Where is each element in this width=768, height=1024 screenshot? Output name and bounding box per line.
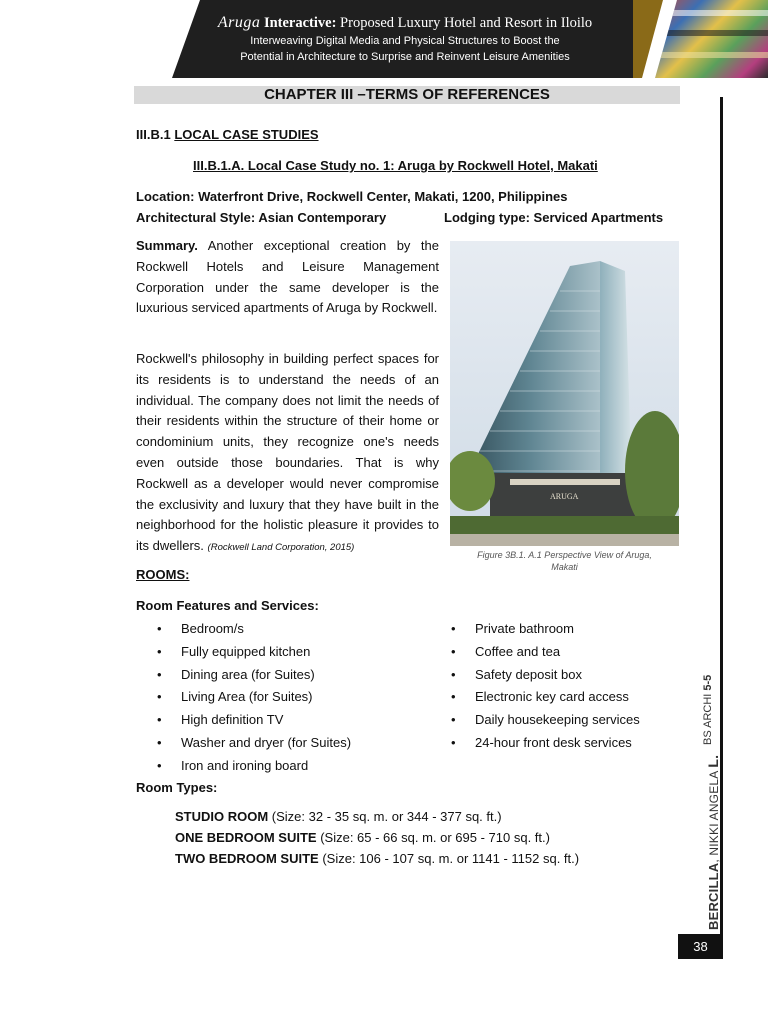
features-list-right [451, 618, 640, 755]
rooms-heading: ROOMS: [136, 567, 190, 582]
philosophy-paragraph: Rockwell's philosophy in building perfect spaces for its residents is to understand the needs of an individual. The company does not limit the needs of their residents within the structure of their home or condominium units, they recognize one's needs even outside those boundaries. That is why Rockwell as a developer would never compromise the exclusivity and luxury that they have built in the neighborhood for the holistic pleasure it provides to its dwellers. (Rockwell Land Corporation, 2015) [136, 351, 439, 554]
list-item: • Washer and dryer (for Suites) [157, 732, 351, 755]
author-name: BERCILLA, NIKKI ANGELA L. [705, 754, 721, 930]
room-types-heading: Room Types: [136, 780, 218, 795]
header-brand-suffix: Interactive: [263, 15, 337, 31]
list-item: • Coffee and tea [451, 641, 640, 664]
aruga-tower-photo [450, 241, 679, 546]
list-item: • Living Area (for Suites) [157, 686, 351, 709]
list-item: • Safety deposit box [451, 664, 640, 687]
figure-caption: Figure 3B.1. A.1 Perspective View of Aruga, Makati [477, 550, 652, 572]
citation: (Rockwell Land Corporation, 2015) [207, 542, 355, 554]
room-type-one-bedroom: ONE BEDROOM SUITE (Size: 65 - 66 sq. m. or 695 - 710 sq. ft.) [175, 830, 550, 845]
features-heading: Room Features and Services: [136, 598, 319, 613]
aruga-sign-text: ARUGA [550, 492, 579, 501]
list-item: • Daily housekeeping services [451, 709, 640, 732]
list-item: • Bedroom/s [157, 618, 351, 641]
lodging-type: Lodging type: Serviced Apartments [444, 210, 664, 225]
chapter-title: CHAPTER III –TERMS OF REFERENCES [134, 86, 680, 104]
list-item: • Iron and ironing board [157, 755, 351, 778]
list-item: • Fully equipped kitchen [157, 641, 351, 664]
course-label: BS ARCHI 5-5 [702, 674, 714, 745]
list-item: • Electronic key card access [451, 686, 640, 709]
list-item: • Dining area (for Suites) [157, 664, 351, 687]
header-mural-image [655, 0, 768, 78]
list-item: • Private bathroom [451, 618, 640, 641]
header-subtitle: Interweaving Digital Media and Physical Structures to Boost the Potential in Architecture to Surprise and Reinvent Leisure Amenities [240, 35, 570, 63]
case-study-title: III.B.1.A. Local Case Study no. 1: Aruga by Rockwell Hotel, Makati [193, 158, 598, 173]
room-type-two-bedroom: TWO BEDROOM SUITE (Size: 106 - 107 sq. m. or 1141 - 1152 sq. ft.) [175, 851, 580, 866]
architectural-style: Architectural Style: Asian Contemporary [136, 210, 387, 225]
location-line: Location: Waterfront Drive, Rockwell Center, Makati, 1200, Philippines [136, 189, 568, 204]
list-item: • High definition TV [157, 709, 351, 732]
header-title [180, 14, 630, 32]
header-brand: Aruga [217, 14, 261, 31]
room-type-studio: STUDIO ROOM (Size: 32 - 35 sq. m. or 344 - 377 sq. ft.) [175, 809, 502, 824]
list-item: • 24-hour front desk services [451, 732, 640, 755]
section-heading: III.B.1 LOCAL CASE STUDIES [136, 127, 319, 142]
page-number: 38 [678, 934, 723, 959]
features-list-left [157, 618, 351, 778]
header-title-rest: Proposed Luxury Hotel and Resort in Iloilo [340, 15, 593, 31]
summary-paragraph: Summary. Another exceptional creation by the Rockwell Hotels and Leisure Management Corporation under the same developer is the luxurious serviced apartments of Aruga by Rockwell. [136, 238, 439, 316]
